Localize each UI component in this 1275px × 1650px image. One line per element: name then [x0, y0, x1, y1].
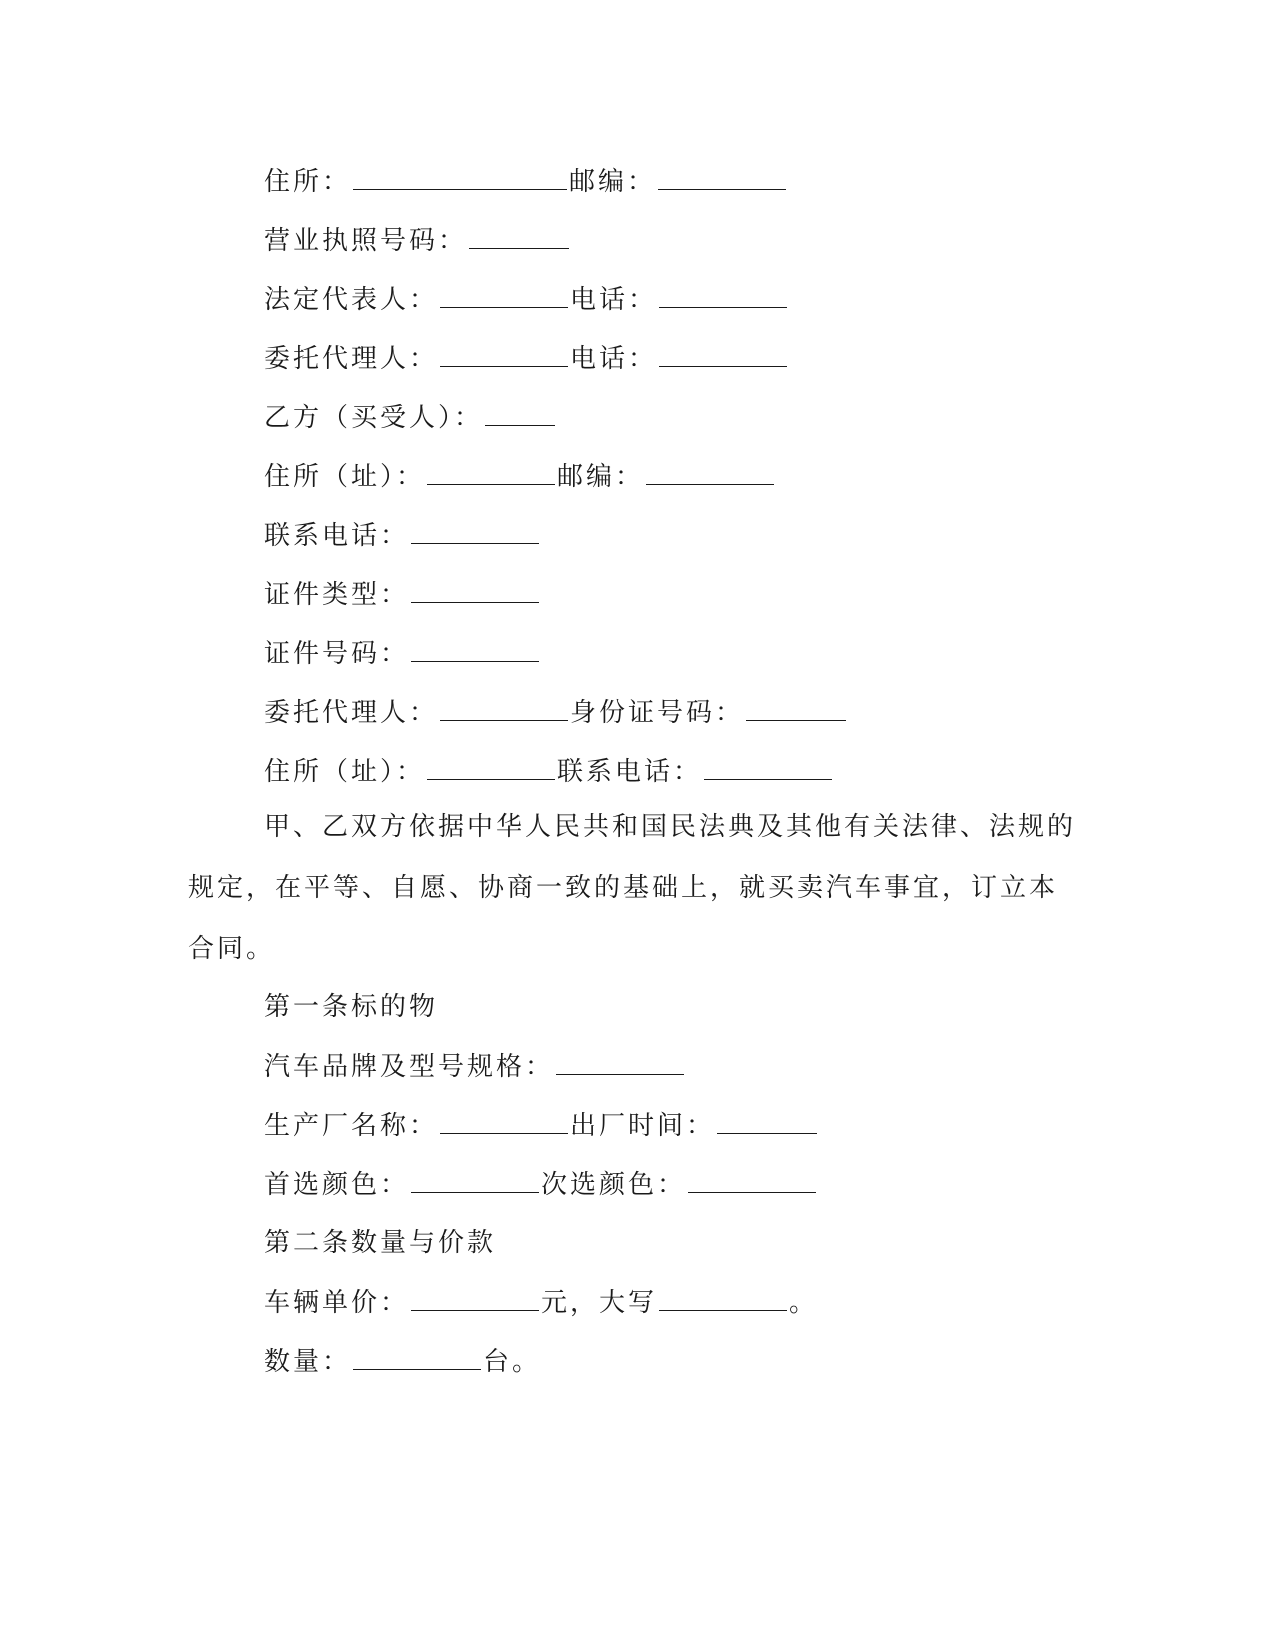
quantity-blank[interactable] [353, 1343, 481, 1370]
article-1-title: 第一条标的物 [264, 992, 439, 1022]
production-date-blank[interactable] [717, 1107, 817, 1134]
agent-id-blank[interactable] [746, 694, 846, 721]
quantity-label: 数量： [264, 1347, 352, 1377]
agent-address-blank[interactable] [427, 753, 555, 780]
seller-agent-phone-label: 电话： [570, 344, 658, 374]
id-number-line [264, 635, 541, 672]
seller-address-line [264, 163, 788, 200]
manufacturer-blank[interactable] [440, 1107, 568, 1134]
period: 。 [789, 1288, 819, 1318]
seller-agent-blank[interactable] [440, 340, 568, 367]
quantity-unit: 台。 [483, 1347, 542, 1377]
car-model-blank[interactable] [556, 1048, 684, 1075]
secondary-color-label: 次选颜色： [541, 1170, 687, 1200]
buyer-address-label: 住所（址）： [264, 462, 426, 492]
car-model-line [264, 1048, 686, 1085]
unit-price-label: 车辆单价： [264, 1288, 410, 1318]
manufacturer-line [264, 1107, 819, 1144]
id-type-line [264, 576, 541, 613]
address-blank[interactable] [353, 163, 567, 190]
buyer-agent-label: 委托代理人： [264, 698, 439, 728]
buyer-line [264, 399, 557, 436]
buyer-phone-line [264, 517, 541, 554]
buyer-label: 乙方（买受人）： [264, 403, 484, 433]
buyer-postcode-blank[interactable] [646, 458, 774, 485]
id-type-blank[interactable] [411, 576, 539, 603]
buyer-blank[interactable] [485, 399, 555, 426]
production-date-label: 出厂时间： [570, 1111, 716, 1141]
price-in-words-label: 元，大写 [541, 1288, 658, 1318]
quantity-line [264, 1343, 541, 1380]
seller-agent-phone-blank[interactable] [659, 340, 787, 367]
price-in-words-blank[interactable] [659, 1284, 787, 1311]
id-type-label: 证件类型： [264, 580, 410, 610]
preamble-text: 甲、乙双方依据中华人民共和国民法典及其他有关法律、法规的规定，在平等、自愿、协商一致的基础上，就买卖汽车事宜，订立本合同。 [188, 812, 1077, 964]
business-license-label: 营业执照号码： [264, 226, 468, 256]
agent-id-label: 身份证号码： [570, 698, 745, 728]
article-1-heading [264, 989, 438, 1025]
buyer-address-line [264, 458, 776, 495]
buyer-agent-blank[interactable] [440, 694, 568, 721]
car-model-label: 汽车品牌及型号规格： [264, 1052, 555, 1082]
id-number-blank[interactable] [411, 635, 539, 662]
agent-phone-label: 联系电话： [557, 757, 703, 787]
legal-rep-line [264, 281, 789, 318]
manufacturer-label: 生产厂名称： [264, 1111, 439, 1141]
legal-rep-phone-label: 电话： [570, 285, 658, 315]
id-number-label: 证件号码： [264, 639, 410, 669]
postcode-label: 邮编： [569, 167, 657, 197]
color-line [264, 1166, 818, 1203]
preamble-paragraph [188, 797, 1078, 980]
address-label: 住所： [264, 167, 352, 197]
buyer-phone-blank[interactable] [411, 517, 539, 544]
unit-price-blank[interactable] [411, 1284, 539, 1311]
agent-address-label: 住所（址）： [264, 757, 426, 787]
agent-address-line [264, 753, 834, 790]
unit-price-line [264, 1284, 818, 1321]
buyer-agent-line [264, 694, 848, 731]
article-2-title: 第二条数量与价款 [264, 1228, 497, 1258]
business-license-line [264, 222, 571, 259]
legal-rep-label: 法定代表人： [264, 285, 439, 315]
article-2-heading [264, 1225, 496, 1261]
agent-phone-blank[interactable] [704, 753, 832, 780]
secondary-color-blank[interactable] [688, 1166, 816, 1193]
postcode-blank[interactable] [658, 163, 786, 190]
legal-rep-blank[interactable] [440, 281, 568, 308]
business-license-blank[interactable] [469, 222, 569, 249]
seller-agent-label: 委托代理人： [264, 344, 439, 374]
legal-rep-phone-blank[interactable] [659, 281, 787, 308]
primary-color-label: 首选颜色： [264, 1170, 410, 1200]
buyer-postcode-label: 邮编： [557, 462, 645, 492]
buyer-address-blank[interactable] [427, 458, 555, 485]
seller-agent-line [264, 340, 789, 377]
buyer-phone-label: 联系电话： [264, 521, 410, 551]
primary-color-blank[interactable] [411, 1166, 539, 1193]
